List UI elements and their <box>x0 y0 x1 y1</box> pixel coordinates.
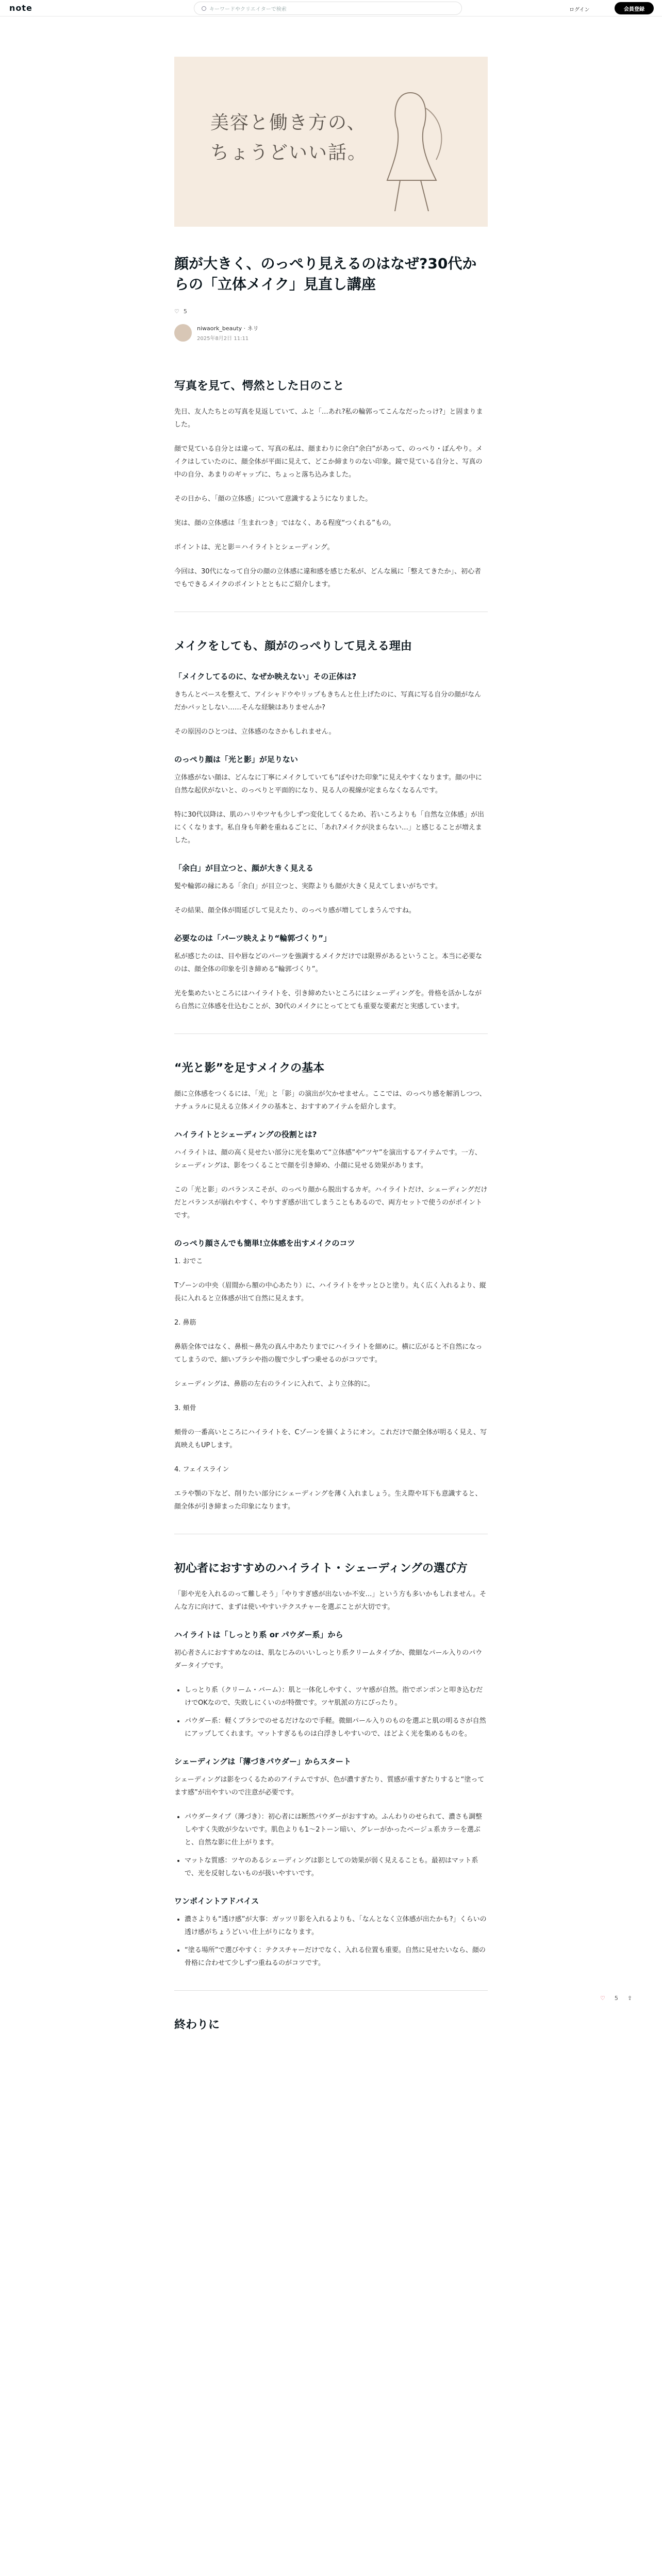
avatar[interactable] <box>174 324 192 342</box>
paragraph: Tゾーンの中央（眉間から額の中心あたり）に、ハイライトをサッとひと塗り。丸く広く入れるより、縦長に入れると立体感が出て自然に見えます。 <box>174 1282 487 1302</box>
article-container <box>174 57 488 2044</box>
list-item: • “塗る場所”で選びやすく：テクスチャーだけでなく、入れる位置も重要。自然に見せたいなら、顔の骨格に合わせて少しずつ重ねるのがコツです。 <box>185 1944 488 1970</box>
paragraph: 2. 鼻筋 <box>174 1319 196 1327</box>
search-placeholder: キーワードやクリエイターで検索 <box>209 6 287 12</box>
login-button[interactable]: ログイン <box>569 7 590 13</box>
woman-illustration-icon <box>364 77 457 211</box>
list-item: • しっとり系（クリーム・バーム）：肌と一体化しやすく、ツヤ感が自然。指でポンポンと叩き込むだけでOKなので、失敗しにくいのが特徴です。ツヤ肌派の方にぴったり。 <box>185 1684 488 1709</box>
paragraph: ポイントは、光と影＝ハイライトとシェーディング。 <box>174 544 334 551</box>
hero-line1: 美容と働き方の、 <box>210 112 367 133</box>
paragraph: 髪や輪郭の縁にある「余白」が目立つと、実際よりも顔が大きく見えてしまいがちです。 <box>174 883 442 890</box>
paragraph: 光を集めたいところにはハイライトを、引き締めたいところにはシェーディングを。骨格を活かしながら自然に立体感を仕込むことが、30代のメイクにとってとても重要な要素だと実感しています。 <box>174 990 482 1010</box>
search-icon <box>202 6 206 11</box>
top-navigation <box>0 0 662 16</box>
list-item: • 濃さよりも“透け感”が大事：ガッツリ影を入れるよりも、「なんとなく立体感が出たかも?」くらいの透け感がちょうどいい仕上がりになります。 <box>185 1913 488 1939</box>
paragraph: 特に30代以降は、肌のハリやツヤも少しずつ変化してくるため、若いころよりも「自然な立体感」が出にくくなります。私自身も年齢を重ねるごとに、「あれ?メイクが決まらない…」と感じることが増えました。 <box>174 811 485 844</box>
paragraph: シェーディングは、鼻筋の左右のラインに入れて、より立体的に。 <box>174 1380 374 1388</box>
paragraph: 私が感じたのは、目や唇などのパーツを強調するメイクだけでは限界があるということ。本当に必要なのは、顔全体の印象を引き締める“輪郭づくり”。 <box>174 953 482 973</box>
paragraph: その原因のひとつは、立体感のなさかもしれません。 <box>174 728 336 736</box>
section-heading: “光と影”を足すメイクの基本 <box>174 1062 325 1075</box>
sub-heading: 必要なのは「パーツ映えより“輪郭づくり”」 <box>174 934 332 943</box>
sub-heading: 「メイクしてるのに、なぜか映えない」その正体は? <box>174 672 357 681</box>
paragraph: この「光と影」のバランスこそが、のっぺり顔から脱出するカギ。ハイライトだけ、シェーディングだけだとバランスが崩れやすく、やりすぎ感が出てしまうこともあるので、両方セットで使うのがポイントです。 <box>174 1186 488 1219</box>
section-heading: メイクをしても、顔がのっぺりして見える理由 <box>174 640 412 653</box>
paragraph: 顔に立体感をつくるには、「光」と「影」の演出が欠かせません。ここでは、のっぺり感を解消しつつ、ナチュラルに見える立体メイクの基本と、おすすめアイテムを紹介します。 <box>174 1090 486 1111</box>
bullet-list <box>185 1810 488 1880</box>
paragraph: ハイライトは、顔の高く見せたい部分に光を集めて“立体感”や“ツヤ”を演出するアイテムです。一方、シェーディングは、影をつくることで顔を引き締め、小顔に見せる効果があります。 <box>174 1149 482 1170</box>
paragraph: 実は、顔の立体感は「生まれつき」ではなく、ある程度“つくれる”もの。 <box>174 519 395 527</box>
signup-button[interactable]: 会員登録 <box>615 2 654 14</box>
paragraph: 今回は、30代になって自分の顔の立体感に違和感を感じた私が、どんな風に「整えてきたか」、初心者でもできるメイクのポイントとともにご紹介します。 <box>174 568 482 588</box>
sub-heading: ワンポイントアドバイス <box>174 1896 259 1906</box>
paragraph: 1. おでこ <box>174 1258 203 1265</box>
section-heading: 終わりに <box>174 2019 220 2031</box>
share-icon[interactable]: ⇪ <box>627 1995 633 2002</box>
heart-icon[interactable]: ♡ <box>174 308 179 315</box>
publish-date: 2025年8月2日 11:11 <box>197 336 249 342</box>
paragraph: 鼻筋全体ではなく、鼻根〜鼻先の真ん中あたりまでにハイライトを細めに。横に広がると不自然になってしまうので、細いブラシや指の腹で少しずつ乗せるのがコツです。 <box>174 1343 483 1364</box>
side-like-count: 5 <box>614 1995 618 2002</box>
sub-heading: のっぺり顔は「光と影」が足りない <box>174 755 298 764</box>
paragraph: 「影や光を入れるのって難しそう」「やりすぎ感が出ないか不安…」という方も多いかもしれません。そんな方に向けて、まずは使いやすいテクスチャーを選ぶことが大切です。 <box>174 1590 487 1611</box>
paragraph: 頬骨の一番高いところにハイライトを、Cゾーンを描くようにオン。これだけで顔全体が明るく見え、写真映えもUPします。 <box>174 1429 487 1449</box>
paragraph: 初心者さんにおすすめなのは、肌なじみのいいしっとり系クリームタイプか、微細なパール入りのパウダータイプです。 <box>174 1649 483 1670</box>
paragraph: その結果、顔全体が間延びして見えたり、のっぺり感が増してしまうんですね。 <box>174 907 416 914</box>
hero-text <box>210 108 367 168</box>
sub-heading: のっぺり顔さんでも簡単!立体感を出すメイクのコツ <box>174 1239 355 1248</box>
bullet-list <box>185 1913 488 1970</box>
paragraph: 3. 頬骨 <box>174 1404 196 1412</box>
list-item: • マットな質感：ツヤのあるシェーディングは影としての効果が弱く見えることも。最初はマット系で、光を反射しないものが扱いやすいです。 <box>185 1854 488 1880</box>
divider <box>174 1033 488 1034</box>
sub-heading: ハイライトとシェーディングの役割とは? <box>174 1130 317 1139</box>
like-count: 5 <box>183 308 187 315</box>
sub-heading: 「余白」が目立つと、顔が大きく見える <box>174 863 314 873</box>
paragraph: きちんとベースを整えて、アイシャドウやリップもきちんと仕上げたのに、写真に写る自分の顔がなんだかパッとしない……そんな経験はありませんか? <box>174 691 482 711</box>
paragraph: 顔で見ている自分とは違って、写真の私は、顔まわりに余白”余白”があって、のっぺり・ぼんやり。メイクはしていたのに、顔全体が平面に見えて、どこか締まりのない印象。鏡で見ている自分と、写真の中の自分、あまりのギャップに、ちょっと落ち込みました。 <box>174 445 483 479</box>
floating-actions <box>600 1995 632 2002</box>
list-item: • パウダー系：軽くブラシでのせるだけなので手軽。微細パール入りのものを選ぶと肌の明るさが自然にアップしてくれます。マットすぎるものは白浮きしやすいので、ほどよく光を集めるものを。 <box>185 1715 488 1740</box>
paragraph: エラや顎の下など、削りたい部分にシェーディングを薄く入れましょう。生え際や耳下も意識すると、顔全体が引き締まった印象になります。 <box>174 1490 482 1511</box>
bullet-list <box>185 1684 488 1740</box>
hero-line2: ちょうどいい話。 <box>210 142 368 163</box>
list-item: • パウダータイプ（薄づき）：初心者には断然パウダーがおすすめ。ふんわりのせられて、濃さも調整しやすく失敗が少ないです。肌色よりも1〜2トーン暗い、グレーがかったベージュ系カラーを選ぶと、自然な影に仕上がります。 <box>185 1810 488 1849</box>
author-block[interactable] <box>174 324 488 342</box>
sub-heading: シェーディングは「薄づきパウダー」からスタート <box>174 1757 352 1766</box>
section-heading: 写真を見て、愕然とした日のこと <box>174 380 344 393</box>
paragraph: その日から、「顔の立体感」について意識するようになりました。 <box>174 495 372 503</box>
divider <box>174 1990 488 1991</box>
article-body <box>174 378 488 2034</box>
heart-icon[interactable]: ♡ <box>600 1995 605 2002</box>
section-heading: 初心者におすすめのハイライト・シェーディングの選び方 <box>174 1562 468 1575</box>
search-input[interactable] <box>194 2 462 15</box>
paragraph: 4. フェイスライン <box>174 1466 229 1473</box>
sub-heading: ハイライトは「しっとり系 or パウダー系」から <box>174 1630 343 1639</box>
author-name[interactable]: niwaork_beauty · ネリ <box>197 325 259 332</box>
note-logo[interactable]: note <box>9 3 32 13</box>
like-area <box>174 308 488 315</box>
paragraph: シェーディングは影をつくるためのアイテムですが、色が濃すぎたり、質感が重すぎたりすると“塗ってます感”が出やすいので注意が必要です。 <box>174 1776 485 1797</box>
article-title: 顔が大きく、のっぺり見えるのはなぜ?30代からの「立体メイク」見直し講座 <box>174 255 477 293</box>
paragraph: 立体感がない顔は、どんなに丁寧にメイクしていても“ぼやけた印象”に見えやすくなります。顔の中に自然な起伏がないと、のっぺりと平面的になり、見る人の視線が定まらなくなるんです。 <box>174 774 482 794</box>
paragraph: 先日、友人たちとの写真を見返していて、ふと「…あれ?私の輪郭ってこんなだったっけ?」と固まりました。 <box>174 408 483 429</box>
hero-image <box>174 57 488 227</box>
